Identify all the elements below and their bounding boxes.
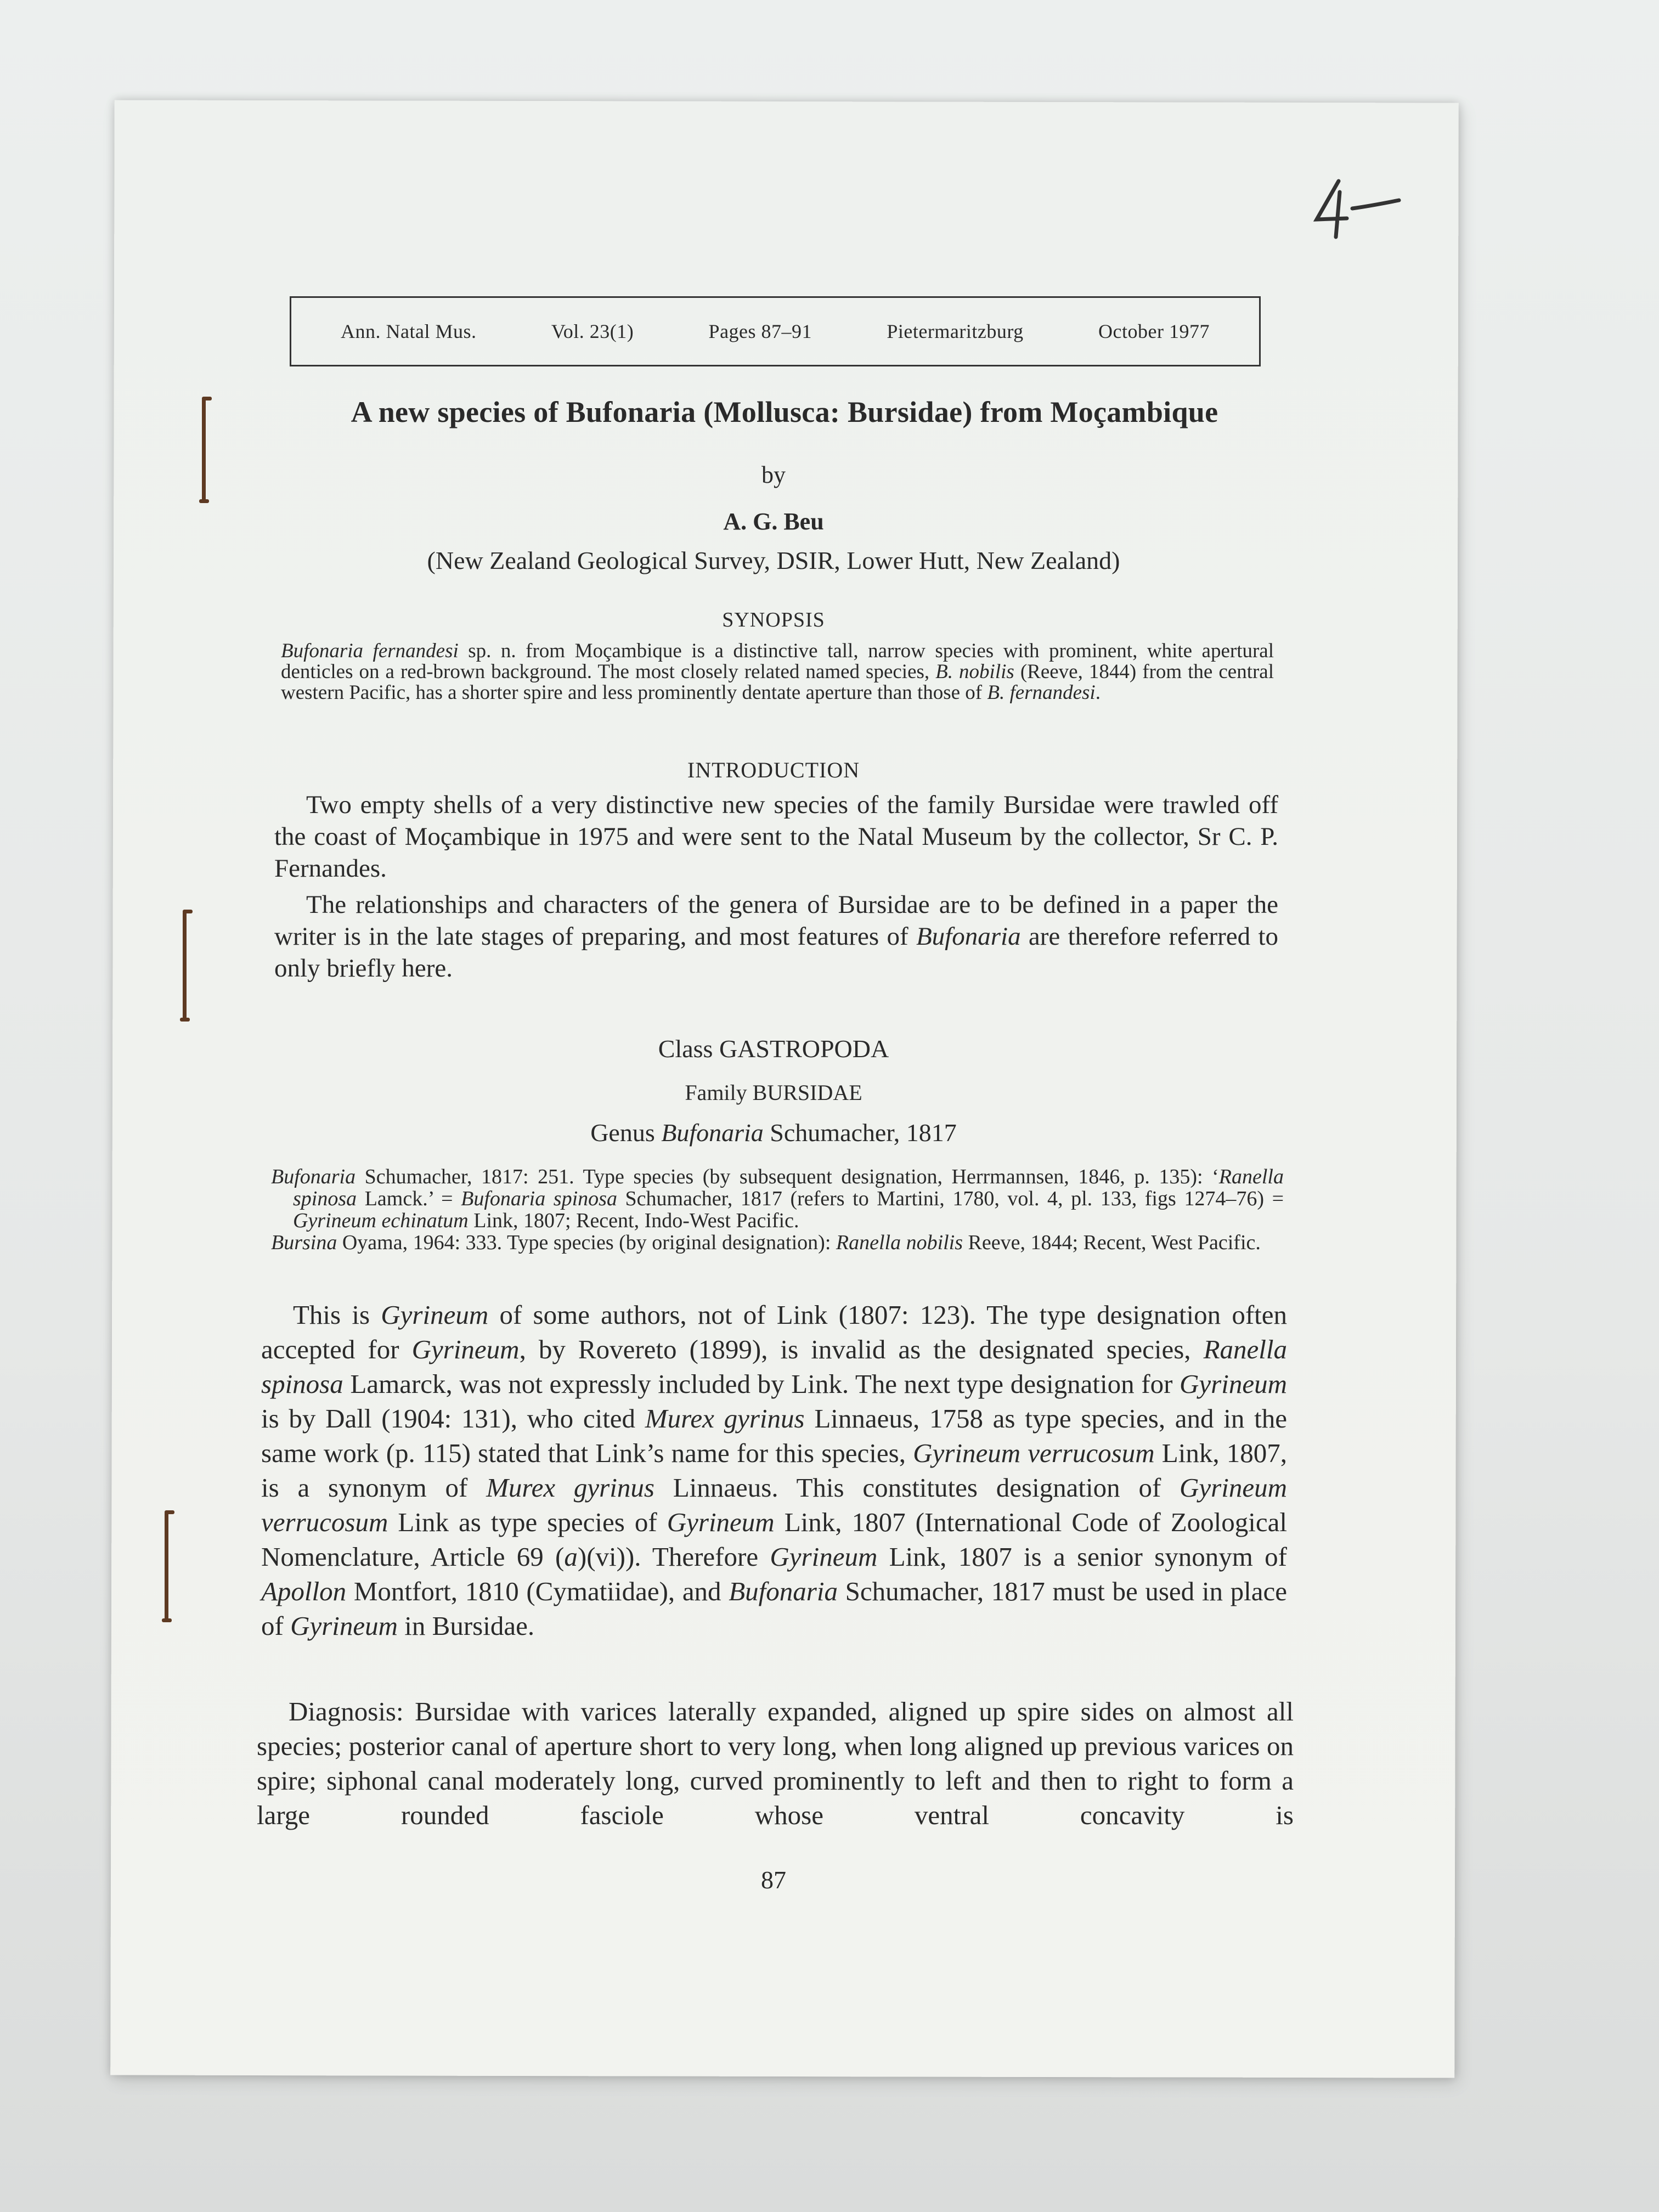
- page-number: 87: [761, 1866, 786, 1894]
- synopsis-heading: SYNOPSIS: [722, 608, 825, 631]
- synonymy-entry: Bufonaria Schumacher, 1817: 251. Type species (by subsequent designation, Herrmannsen, 1846, p. 135): ‘Ranella spinosa Lamck.’ = Bufonaria spinosa Schumacher, 1817 (refers to Martini, 1780, vol. 4, pl. 133, figs 1274–76) = Gyrineum echinatum Link, 1807; Recent, Indo-West Pacific.: [271, 1165, 1284, 1232]
- journal-place: Pietermaritzburg: [887, 320, 1024, 342]
- class-heading: Class GASTROPODA: [658, 1035, 889, 1063]
- binding-staple: [183, 911, 194, 1020]
- byline: by: [761, 461, 786, 488]
- handwritten-page-note: [1306, 176, 1415, 252]
- journal-date: October 1977: [1098, 320, 1210, 342]
- family-heading: Family BURSIDAE: [685, 1080, 862, 1105]
- binding-staple: [165, 1511, 176, 1621]
- introduction-paragraph-1: Two empty shells of a very distinctive new species of the family Bursidae were trawled off the coast of Moçambique in 1975 and were sent to the Natal Museum by the collector, Sr C. P. Fernandes.: [274, 791, 1278, 883]
- paper-title: A new species of Bufonaria (Mollusca: Bursidae) from Moçambique: [351, 396, 1218, 428]
- citation-header-box: [290, 296, 1261, 366]
- author-name: A. G. Beu: [723, 508, 824, 535]
- synonymy-entry: Bursina Oyama, 1964: 333. Type species (by original designation): Ranella nobilis Reeve, 1844; Recent, West Pacific.: [271, 1231, 1261, 1254]
- journal-pages: Pages 87–91: [708, 320, 812, 342]
- journal-volume: Vol. 23(1): [551, 320, 634, 342]
- introduction-heading: INTRODUCTION: [687, 758, 860, 782]
- discussion-paragraph: This is Gyrineum of some authors, not of Link (1807: 123). The type designation often accepted for Gyrineum, by Rovereto (1899), is invalid as the designated species, Ranella spinosa Lamarck, was not expressly included by Link. The next type designation for Gyrineum is by Dall (1904: 131), who cited Murex gyrinus Linnaeus, 1758 as type species, and in the same work (p. 115) stated that Link’s name for this species, Gyrineum verrucosum Link, 1807, is a synonym of Murex gyrinus Linnaeus. This constitutes designation of Gyrineum verrucosum Link as type species of Gyrineum Link, 1807 (International Code of Zoological Nomenclature, Article 69 (a)(vi)). Therefore Gyrineum Link, 1807 is a senior synonym of Apollon Montfort, 1810 (Cymatiidae), and Bufonaria Schumacher, 1817 must be used in place of Gyrineum in Bursidae.: [261, 1300, 1287, 1641]
- binding-staple: [202, 398, 213, 502]
- introduction-paragraph-2: The relationships and characters of the genera of Bursidae are to be defined in a paper the writer is in the late stages of preparing, and most features of Bufonaria are therefore referred to only briefly here.: [274, 890, 1278, 983]
- author-affiliation: (New Zealand Geological Survey, DSIR, Lower Hutt, New Zealand): [427, 546, 1120, 574]
- synonymy-list: [271, 1166, 1284, 1254]
- journal-name: Ann. Natal Mus.: [341, 320, 477, 342]
- synopsis-text: Bufonaria fernandesi sp. n. from Moçambique is a distinctive tall, narrow species with prominent, white apertural denticles on a red-brown background. The most closely related named species, B. nobilis (Reeve, 1844) from the central western Pacific, has a shorter spire and less prominently dentate aperture than those of B. fernandesi.: [281, 640, 1274, 704]
- diagnosis-paragraph: Diagnosis: Bursidae with varices laterally expanded, aligned up spire sides on almost all species; posterior canal of aperture short to very long, when long aligned up previous varices on spire; siphonal canal moderately long, curved prominently to left and then to right to form a large rounded fasciole whose ventral concavity is: [257, 1696, 1294, 1830]
- genus-heading: Genus Bufonaria Schumacher, 1817: [590, 1119, 957, 1147]
